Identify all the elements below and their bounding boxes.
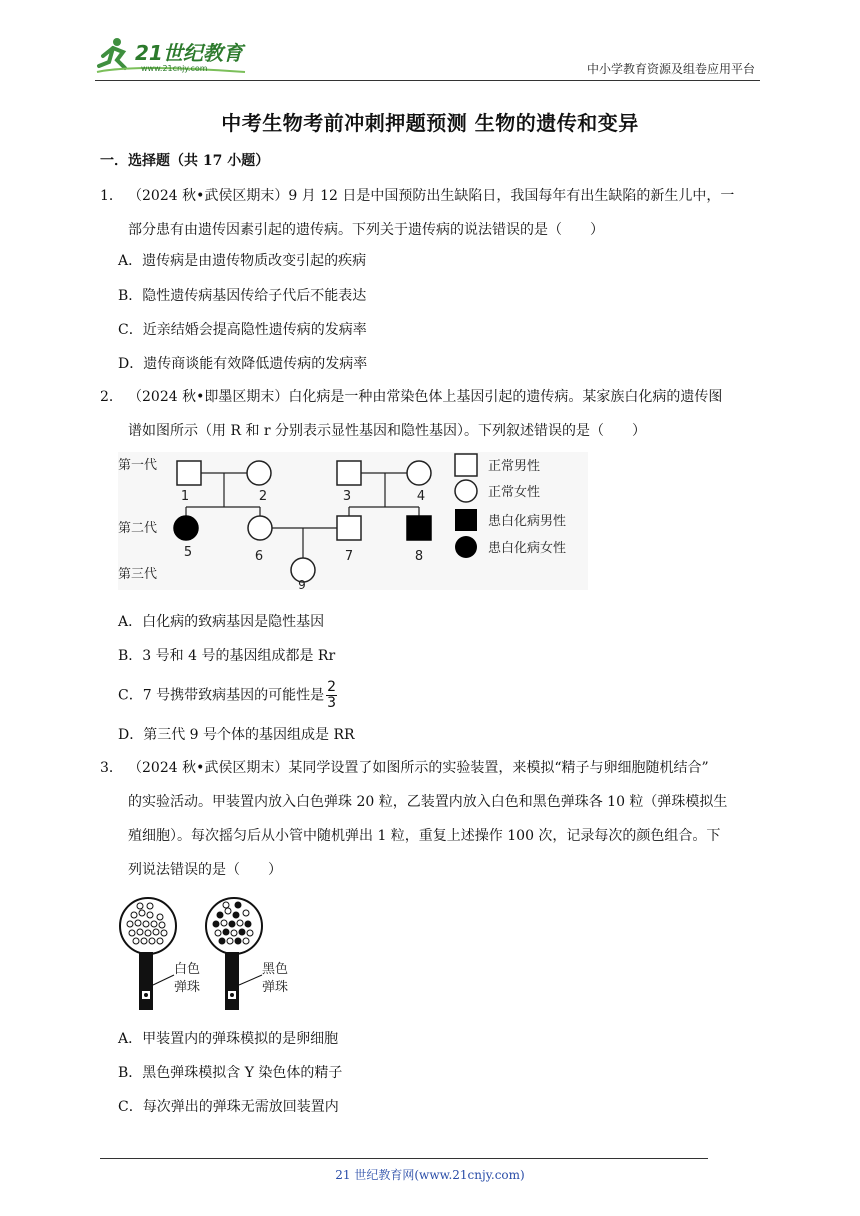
individual-6-normal-female — [248, 516, 272, 540]
individual-4-normal-female — [407, 461, 431, 485]
individual-5-affected-female — [174, 516, 198, 540]
legend-normal-male-icon — [455, 454, 477, 476]
individual-6-id: 6 — [254, 549, 264, 564]
pedigree-svg — [118, 452, 588, 590]
label-white-marble-1: 白色 — [174, 962, 201, 977]
question-3 — [100, 751, 765, 887]
generation-3-label: 第三代 — [118, 567, 158, 582]
runner-logo-icon — [95, 36, 255, 76]
option-b: B．3 号和 4 号的基因组成都是 Rr — [118, 648, 336, 664]
label-white-marble-2: 弹珠 — [174, 980, 201, 995]
page-title: 中考生物考前冲刺押题预测 生物的遗传和变异 — [221, 111, 639, 135]
individual-8-affected-male — [407, 516, 431, 540]
individual-2-normal-female — [247, 461, 271, 485]
option-c: C．近亲结婚会提高隐性遗传病的发病率 — [118, 322, 367, 338]
individual-1-normal-male — [177, 461, 201, 485]
option-c — [118, 680, 337, 711]
individual-3-id: 3 — [342, 489, 352, 504]
individual-9-id: 9 — [298, 578, 306, 590]
question-number: 1． — [100, 188, 123, 204]
device-a-white-marbles — [120, 898, 200, 1010]
question-text: （2024 秋•武侯区期末）某同学设置了如图所示的实验装置，来模拟“精子与卵细胞随机结合” — [128, 760, 709, 776]
header-divider — [95, 80, 760, 81]
legend-affected-male: 患白化病男性 — [488, 514, 567, 529]
question-text: 列说法错误的是（ ） — [128, 862, 282, 878]
question-text: （2024 秋•即墨区期末）白化病是一种由常染色体上基因引起的遗传病。某家族白化病的遗传图 — [128, 389, 723, 405]
marble-device-figure — [116, 893, 306, 1013]
individual-1-id: 1 — [180, 489, 190, 504]
option-c-text: C．7 号携带致病基因的可能性是 — [118, 687, 325, 704]
platform-name: 中小学教育资源及组卷应用平台 — [586, 62, 755, 76]
option-c: C．每次弹出的弹珠无需放回装置内 — [118, 1099, 339, 1115]
question-text: 殖细胞）。每次摇匀后从小管中随机弹出 1 粒，重复上述操作 100 次，记录每次的颜色组合。下 — [128, 828, 721, 844]
section-heading: 一．选择题（共 17 小题） — [100, 153, 270, 169]
legend-affected-female: 患白化病女性 — [488, 541, 567, 556]
option-a: A．白化病的致病基因是隐性基因 — [118, 614, 325, 630]
question-text: 部分患有由遗传因素引起的遗传病。下列关于遗传病的说法错误的是（ ） — [128, 222, 604, 238]
individual-4-id: 4 — [416, 489, 426, 504]
footer-text: 21 世纪教育网(www.21cnjy.com) — [335, 1168, 525, 1182]
question-number: 2． — [100, 389, 123, 405]
individual-3-normal-male — [337, 461, 361, 485]
option-d: D．第三代 9 号个体的基因组成是 RR — [118, 727, 355, 743]
individual-7-id: 7 — [344, 549, 354, 564]
label-black-marble-2: 弹珠 — [262, 980, 289, 995]
legend-normal-male: 正常男性 — [488, 459, 541, 474]
question-text: 谱如图所示（用 R 和 r 分别表示显性基因和隐性基因）。下列叙述错误的是（ ） — [128, 423, 647, 439]
site-logo — [95, 36, 255, 76]
question-2 — [100, 380, 765, 448]
option-a: A．甲装置内的弹珠模拟的是卵细胞 — [118, 1031, 339, 1047]
question-text: 的实验活动。甲装置内放入白色弹珠 20 粒，乙装置内放入白色和黑色弹珠各 10 粒（弹珠模拟生 — [128, 794, 728, 810]
option-d: D．遗传商谈能有效降低遗传病的发病率 — [118, 356, 368, 372]
label-black-marble-1: 黑色 — [262, 962, 289, 977]
option-b: B．隐性遗传病基因传给子代后不能表达 — [118, 288, 367, 304]
footer-divider — [100, 1158, 708, 1159]
question-number: 3． — [100, 760, 123, 776]
question-1 — [100, 179, 765, 247]
individual-7-normal-male — [337, 516, 361, 540]
option-a: A．遗传病是由遗传物质改变引起的疾病 — [118, 253, 367, 269]
fraction-denominator: 3 — [327, 695, 336, 711]
logo-url: www.21cnjy.com — [141, 64, 208, 73]
device-b-mixed-marbles — [206, 898, 288, 1010]
fraction-two-thirds — [326, 680, 337, 711]
legend-normal-female: 正常女性 — [488, 485, 541, 500]
logo-text: 21世纪教育 — [135, 41, 243, 65]
pedigree-chart — [118, 452, 588, 590]
legend-affected-female-icon — [455, 536, 477, 558]
legend-normal-female-icon — [455, 480, 477, 502]
generation-1-label: 第一代 — [118, 458, 158, 473]
marble-device-svg — [116, 893, 306, 1013]
individual-8-id: 8 — [414, 549, 424, 564]
option-b: B．黑色弹珠模拟含 Y 染色体的精子 — [118, 1065, 343, 1081]
legend-affected-male-icon — [455, 509, 477, 531]
question-text: （2024 秋•武侯区期末）9 月 12 日是中国预防出生缺陷日，我国每年有出生缺陷的新生儿中，一 — [128, 188, 735, 204]
fraction-numerator: 2 — [327, 679, 336, 695]
individual-2-id: 2 — [258, 489, 268, 504]
generation-2-label: 第二代 — [118, 521, 158, 536]
individual-5-id: 5 — [183, 545, 193, 560]
